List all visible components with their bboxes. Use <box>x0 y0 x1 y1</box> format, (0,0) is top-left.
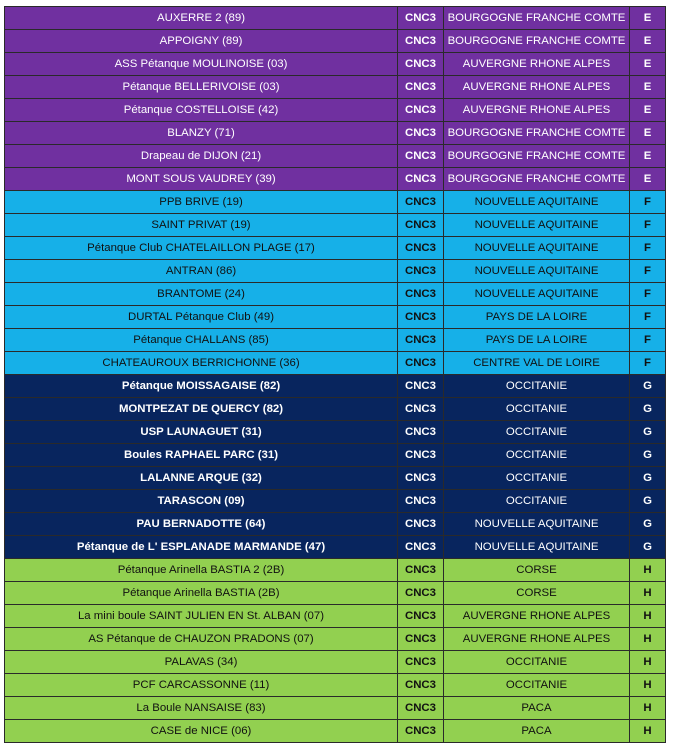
club-name-cell: AS Pétanque de CHAUZON PRADONS (07) <box>5 628 398 651</box>
table-row <box>5 444 666 467</box>
group-cell: E <box>630 30 666 53</box>
region-cell: CENTRE VAL DE LOIRE <box>444 352 630 375</box>
division-cell: CNC3 <box>398 76 444 99</box>
table-row <box>5 605 666 628</box>
table-row <box>5 283 666 306</box>
division-cell: CNC3 <box>398 559 444 582</box>
division-cell: CNC3 <box>398 237 444 260</box>
division-cell: CNC3 <box>398 352 444 375</box>
table-row <box>5 76 666 99</box>
group-cell: G <box>630 375 666 398</box>
club-name-cell: Pétanque CHALLANS (85) <box>5 329 398 352</box>
division-cell: CNC3 <box>398 513 444 536</box>
group-cell: H <box>630 651 666 674</box>
table-row <box>5 651 666 674</box>
table-row <box>5 191 666 214</box>
division-cell: CNC3 <box>398 99 444 122</box>
table-row <box>5 536 666 559</box>
division-cell: CNC3 <box>398 628 444 651</box>
club-name-cell: DURTAL Pétanque Club (49) <box>5 306 398 329</box>
region-cell: OCCITANIE <box>444 375 630 398</box>
region-cell: CORSE <box>444 582 630 605</box>
table-row <box>5 30 666 53</box>
group-cell: F <box>630 329 666 352</box>
club-name-cell: SAINT PRIVAT (19) <box>5 214 398 237</box>
club-name-cell: Pétanque BELLERIVOISE (03) <box>5 76 398 99</box>
region-cell: BOURGOGNE FRANCHE COMTE <box>444 30 630 53</box>
group-cell: E <box>630 7 666 30</box>
group-cell: E <box>630 53 666 76</box>
division-cell: CNC3 <box>398 444 444 467</box>
table-row <box>5 582 666 605</box>
region-cell: NOUVELLE AQUITAINE <box>444 513 630 536</box>
table-row <box>5 237 666 260</box>
group-cell: F <box>630 306 666 329</box>
region-cell: BOURGOGNE FRANCHE COMTE <box>444 168 630 191</box>
table-row <box>5 329 666 352</box>
region-cell: OCCITANIE <box>444 651 630 674</box>
group-cell: G <box>630 536 666 559</box>
group-cell: E <box>630 99 666 122</box>
division-cell: CNC3 <box>398 122 444 145</box>
table-row <box>5 99 666 122</box>
club-name-cell: PPB BRIVE (19) <box>5 191 398 214</box>
region-cell: BOURGOGNE FRANCHE COMTE <box>444 122 630 145</box>
division-cell: CNC3 <box>398 7 444 30</box>
group-cell: F <box>630 237 666 260</box>
club-name-cell: Pétanque Club CHATELAILLON PLAGE (17) <box>5 237 398 260</box>
region-cell: NOUVELLE AQUITAINE <box>444 260 630 283</box>
club-name-cell: Pétanque Arinella BASTIA 2 (2B) <box>5 559 398 582</box>
division-cell: CNC3 <box>398 490 444 513</box>
region-cell: OCCITANIE <box>444 444 630 467</box>
table-row <box>5 375 666 398</box>
group-cell: H <box>630 674 666 697</box>
division-cell: CNC3 <box>398 329 444 352</box>
table-row <box>5 628 666 651</box>
group-cell: H <box>630 628 666 651</box>
club-name-cell: ANTRAN (86) <box>5 260 398 283</box>
table-row <box>5 306 666 329</box>
table-row <box>5 7 666 30</box>
division-cell: CNC3 <box>398 605 444 628</box>
table-row <box>5 398 666 421</box>
club-name-cell: CASE de NICE (06) <box>5 720 398 743</box>
club-name-cell: USP LAUNAGUET (31) <box>5 421 398 444</box>
table-row <box>5 513 666 536</box>
division-cell: CNC3 <box>398 697 444 720</box>
region-cell: NOUVELLE AQUITAINE <box>444 191 630 214</box>
table-row <box>5 467 666 490</box>
club-name-cell: Boules RAPHAEL PARC (31) <box>5 444 398 467</box>
group-cell: H <box>630 605 666 628</box>
table-row <box>5 697 666 720</box>
region-cell: AUVERGNE RHONE ALPES <box>444 99 630 122</box>
club-name-cell: La Boule NANSAISE (83) <box>5 697 398 720</box>
club-name-cell: APPOIGNY (89) <box>5 30 398 53</box>
club-name-cell: La mini boule SAINT JULIEN EN St. ALBAN (07) <box>5 605 398 628</box>
region-cell: AUVERGNE RHONE ALPES <box>444 53 630 76</box>
group-cell: G <box>630 421 666 444</box>
table-row <box>5 352 666 375</box>
table-row <box>5 145 666 168</box>
group-cell: G <box>630 490 666 513</box>
club-name-cell: MONT SOUS VAUDREY (39) <box>5 168 398 191</box>
group-cell: F <box>630 283 666 306</box>
club-name-cell: CHATEAUROUX BERRICHONNE (36) <box>5 352 398 375</box>
division-cell: CNC3 <box>398 651 444 674</box>
region-cell: PACA <box>444 697 630 720</box>
division-cell: CNC3 <box>398 536 444 559</box>
club-name-cell: BRANTOME (24) <box>5 283 398 306</box>
region-cell: OCCITANIE <box>444 674 630 697</box>
division-cell: CNC3 <box>398 674 444 697</box>
region-cell: PAYS DE LA LOIRE <box>444 329 630 352</box>
table-row <box>5 53 666 76</box>
group-cell: H <box>630 697 666 720</box>
club-name-cell: Pétanque MOISSAGAISE (82) <box>5 375 398 398</box>
group-cell: F <box>630 260 666 283</box>
group-cell: F <box>630 214 666 237</box>
region-cell: AUVERGNE RHONE ALPES <box>444 76 630 99</box>
division-cell: CNC3 <box>398 720 444 743</box>
group-cell: G <box>630 444 666 467</box>
club-name-cell: MONTPEZAT DE QUERCY (82) <box>5 398 398 421</box>
table-row <box>5 559 666 582</box>
group-cell: E <box>630 145 666 168</box>
region-cell: BOURGOGNE FRANCHE COMTE <box>444 145 630 168</box>
group-cell: E <box>630 168 666 191</box>
group-cell: G <box>630 513 666 536</box>
club-name-cell: AUXERRE 2 (89) <box>5 7 398 30</box>
group-cell: E <box>630 76 666 99</box>
table-row <box>5 490 666 513</box>
region-cell: NOUVELLE AQUITAINE <box>444 283 630 306</box>
club-name-cell: Pétanque de L' ESPLANADE MARMANDE (47) <box>5 536 398 559</box>
club-name-cell: Pétanque COSTELLOISE (42) <box>5 99 398 122</box>
region-cell: OCCITANIE <box>444 398 630 421</box>
region-cell: OCCITANIE <box>444 467 630 490</box>
region-cell: AUVERGNE RHONE ALPES <box>444 628 630 651</box>
group-cell: G <box>630 398 666 421</box>
division-cell: CNC3 <box>398 53 444 76</box>
region-cell: AUVERGNE RHONE ALPES <box>444 605 630 628</box>
club-name-cell: TARASCON (09) <box>5 490 398 513</box>
region-cell: BOURGOGNE FRANCHE COMTE <box>444 7 630 30</box>
division-cell: CNC3 <box>398 283 444 306</box>
region-cell: PACA <box>444 720 630 743</box>
division-cell: CNC3 <box>398 375 444 398</box>
division-cell: CNC3 <box>398 260 444 283</box>
club-name-cell: Pétanque Arinella BASTIA (2B) <box>5 582 398 605</box>
division-cell: CNC3 <box>398 30 444 53</box>
club-name-cell: LALANNE ARQUE (32) <box>5 467 398 490</box>
table-row <box>5 168 666 191</box>
region-cell: NOUVELLE AQUITAINE <box>444 237 630 260</box>
group-cell: F <box>630 191 666 214</box>
club-name-cell: Drapeau de DIJON (21) <box>5 145 398 168</box>
group-cell: H <box>630 720 666 743</box>
division-cell: CNC3 <box>398 582 444 605</box>
group-cell: E <box>630 122 666 145</box>
division-cell: CNC3 <box>398 306 444 329</box>
club-name-cell: PALAVAS (34) <box>5 651 398 674</box>
clubs-table-body <box>5 7 666 743</box>
region-cell: OCCITANIE <box>444 421 630 444</box>
division-cell: CNC3 <box>398 214 444 237</box>
club-name-cell: BLANZY (71) <box>5 122 398 145</box>
group-cell: F <box>630 352 666 375</box>
region-cell: OCCITANIE <box>444 490 630 513</box>
table-row <box>5 674 666 697</box>
division-cell: CNC3 <box>398 398 444 421</box>
division-cell: CNC3 <box>398 145 444 168</box>
division-cell: CNC3 <box>398 191 444 214</box>
table-row <box>5 122 666 145</box>
club-name-cell: PAU BERNADOTTE (64) <box>5 513 398 536</box>
region-cell: PAYS DE LA LOIRE <box>444 306 630 329</box>
group-cell: H <box>630 559 666 582</box>
table-row <box>5 260 666 283</box>
club-name-cell: PCF CARCASSONNE (11) <box>5 674 398 697</box>
group-cell: G <box>630 467 666 490</box>
club-name-cell: ASS Pétanque MOULINOISE (03) <box>5 53 398 76</box>
region-cell: NOUVELLE AQUITAINE <box>444 214 630 237</box>
division-cell: CNC3 <box>398 467 444 490</box>
table-row <box>5 214 666 237</box>
table-row <box>5 421 666 444</box>
division-cell: CNC3 <box>398 421 444 444</box>
clubs-table <box>4 6 666 743</box>
region-cell: CORSE <box>444 559 630 582</box>
group-cell: H <box>630 582 666 605</box>
table-row <box>5 720 666 743</box>
region-cell: NOUVELLE AQUITAINE <box>444 536 630 559</box>
division-cell: CNC3 <box>398 168 444 191</box>
